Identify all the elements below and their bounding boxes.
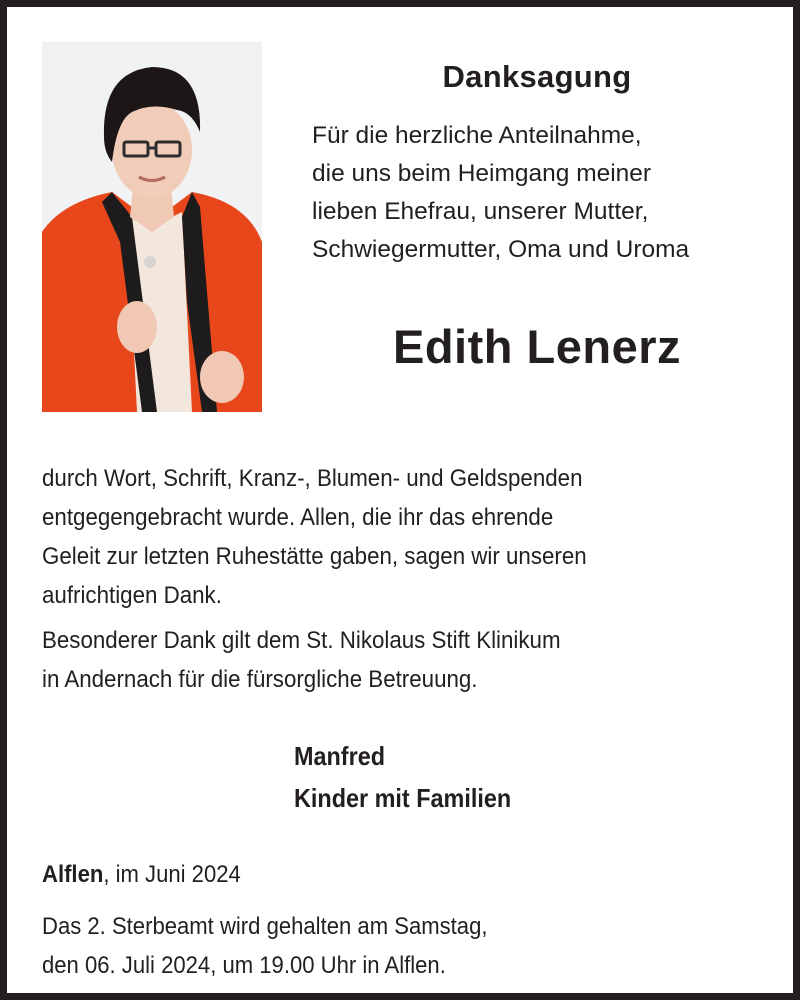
body-text: [42, 459, 730, 699]
special-thanks-line: in Andernach für die fürsorgliche Betreuung.: [42, 666, 478, 693]
place-name: Alflen: [42, 861, 104, 888]
body-line: entgegengebracht wurde. Allen, die ihr das ehrende: [42, 504, 554, 531]
intro-line: Schwiegermutter, Oma und Uroma: [312, 236, 690, 263]
service-line: Das 2. Sterbeamt wird gehalten am Samstag,: [42, 913, 488, 940]
intro-text: [312, 117, 782, 269]
service-info: [42, 907, 487, 985]
intro-line: Für die herzliche Anteilnahme,: [312, 122, 642, 149]
body-line: Geleit zur letzten Ruhestätte gaben, sagen wir unseren: [42, 543, 587, 570]
deceased-name: Edith Lenerz: [392, 320, 682, 373]
date-text: , im Juni 2024: [103, 861, 241, 888]
body-line: aufrichtigen Dank.: [42, 582, 222, 609]
service-line: den 06. Juli 2024, um 19.00 Uhr in Alflen.: [42, 952, 446, 979]
intro-line: lieben Ehefrau, unserer Mutter,: [312, 198, 649, 225]
signers: [294, 735, 511, 819]
signer: Kinder mit Familien: [294, 783, 512, 813]
portrait-photo: [42, 42, 262, 412]
body-line: durch Wort, Schrift, Kranz-, Blumen- und Geldspenden: [42, 465, 583, 492]
signer: Manfred: [294, 741, 386, 771]
portrait-icon: [42, 42, 262, 412]
special-thanks-line: Besonderer Dank gilt dem St. Nikolaus Stift Klinikum: [42, 627, 561, 654]
place-date: [42, 857, 241, 893]
notice-title: Danksagung: [442, 59, 632, 94]
intro-line: die uns beim Heimgang meiner: [312, 160, 652, 187]
